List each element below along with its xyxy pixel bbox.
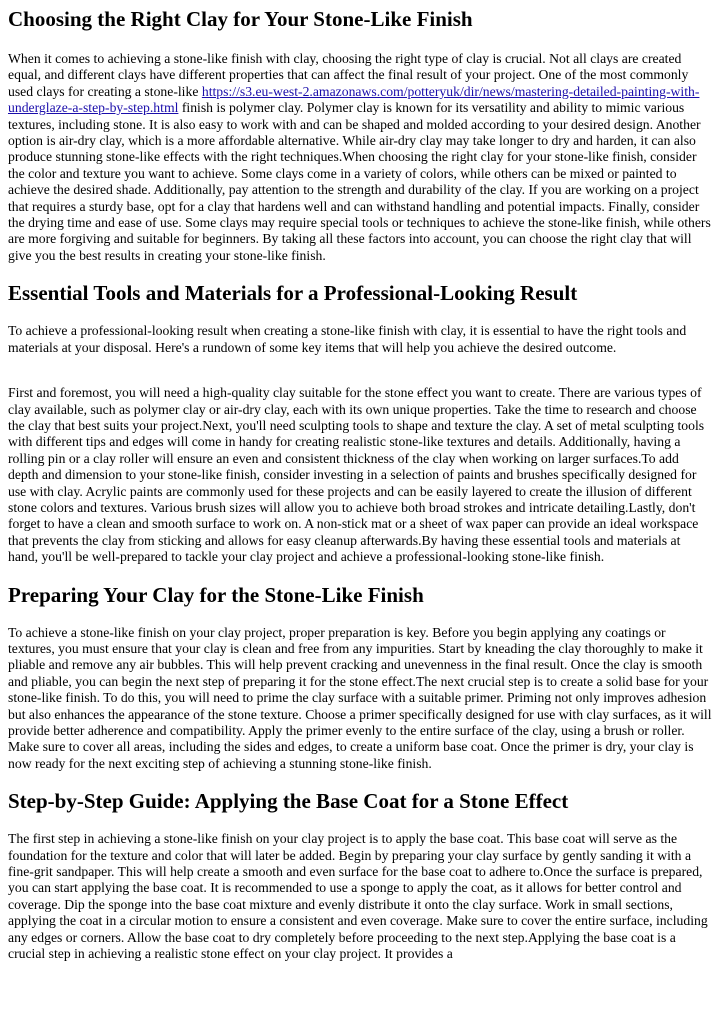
section-intro-essential-tools: To achieve a professional-looking result when creating a stone-like finish with clay, it is essential to have the right tools and materials at your disposal. Here's a rundown of some key items that will help you achieve the desired outcome.	[8, 323, 687, 355]
paragraph-text-after-link: finish is polymer clay. Polymer clay is known for its versatility and ability to mimic various textures, including stone. It is also easy to work with and can be shaped and molded according to your desired design. Another option is air-dry clay, which is a more affordable alternative. While air-dry clay may take longer to dry and harden, it can also produce stunning stone-like effects with the right techniques.When choosing the right clay for your stone-like finish, consider the color and texture you want to achieve. Some clays come in a variety of colors, while others can be mixed or painted to achieve the desired shade. Additionally, pay attention to the strength and durability of the clay. If you are working on a project that requires a sturdy base, opt for a clay that hardens well and can withstand handling and potential impacts. Finally, consider the drying time and ease of use. Some clays may require special tools or techniques to achieve the stone-like finish, while others are more forgiving and suitable for beginners. By taking all these factors into account, you can choose the right clay that will give you the best results in creating your stone-like finish.	[8, 100, 711, 263]
section-heading-preparing-clay: Preparing Your Clay for the Stone-Like Finish	[8, 582, 424, 607]
section-heading-base-coat: Step-by-Step Guide: Applying the Base Coat for a Stone Effect	[8, 789, 569, 814]
article-link[interactable]: https://s3.eu-west-2.amazonaws.com/potteryuk/dir/news/mastering-detailed-painting-with-underglaze-a-step-by-step.html	[8, 83, 700, 116]
section-paragraph-preparing-clay: To achieve a stone-like finish on your clay project, proper preparation is key. Before you begin applying any coatings or textures, you must ensure that your clay is clean and free from any impurities. Start by kneading the clay thoroughly to make it pliable and remove any air bubbles. This will help prevent cracking and unevenness in the final result. Once the clay is smooth and pliable, you can begin the next step of preparing it for the stone effect.The next crucial step is to create a solid base for your stone-like finish. To do this, you will need to prime the clay surface with a suitable primer. Priming not only improves adhesion but also enhances the appearance of the stone texture. Choose a primer specifically designed for use with clay surfaces, as it will provide better adherence and compatibility. Apply the primer evenly to the entire surface of the clay, using a brush or roller. Make sure to cover all areas, including the sides and edges, to create a uniform base coat. Once the primer is dry, your clay is now ready for the next exciting step of achieving a stunning stone-like finish.	[8, 624, 712, 771]
section-paragraph-choosing-clay	[8, 51, 712, 264]
section-paragraph-essential-tools: First and foremost, you will need a high-quality clay suitable for the stone effect you want to create. There are various types of clay available, such as polymer clay or air-dry clay, each with its own unique properties. Take the time to research and choose the clay that best suits your project.Next, you'll need sculpting tools to shape and texture the clay. A set of metal sculpting tools with different tips and edges will come in handy for creating realistic stone-like textures and details. Additionally, having a rolling pin or a clay roller will ensure an even and consistent thickness of the clay when working on larger surfaces.To add depth and dimension to your stone-like finish, consider investing in a selection of paints and brushes specifically designed for use with clay. Acrylic paints are commonly used for these projects and can be easily layered to create the illusion of different stone colors and textures. Various brush sizes will allow you to achieve both broad strokes and intricate detailing.Lastly, don't forget to have a clean and smooth surface to work on. A non-stick mat or a sheet of wax paper can provide an ideal workspace that prevents the clay from sticking and allows for easy cleanup afterwards.By having these essential tools and materials at hand, you'll be well-prepared to tackle your clay project and achieve a professional-looking stone-like finish.	[8, 385, 705, 565]
section-heading-choosing-clay: Choosing the Right Clay for Your Stone-Like Finish	[8, 7, 473, 31]
section-heading-essential-tools: Essential Tools and Materials for a Professional-Looking Result	[8, 281, 578, 306]
paragraph-text-before-link: When it comes to achieving a stone-like finish with clay, choosing the right type of clay is crucial. Not all clays are created equal, and different clays have different properties that can affect the final result of your project. One of the most commonly used clays for creating a stone-like	[8, 51, 689, 99]
section-paragraph-base-coat: The first step in achieving a stone-like finish on your clay project is to apply the base coat. This base coat will serve as the foundation for the texture and color that will later be added. Begin by preparing your clay surface by gently sanding it with a fine-grit sandpaper. This will help create a smooth and even surface for the base coat to adhere to.Once the surface is prepared, you can start applying the base coat. It is recommended to use a sponge to apply the coat, as it allows for better control and coverage. Dip the sponge into the base coat mixture and evenly distribute it onto the clay surface. Work in small sections, applying the coat in a circular motion to ensure a consistent and even coverage. Make sure to cover the entire surface, including any edges or corners. Allow the base coat to dry completely before proceeding to the next step.Applying the base coat is a crucial step in achieving a realistic stone effect on your clay project. It provides a	[8, 831, 708, 962]
